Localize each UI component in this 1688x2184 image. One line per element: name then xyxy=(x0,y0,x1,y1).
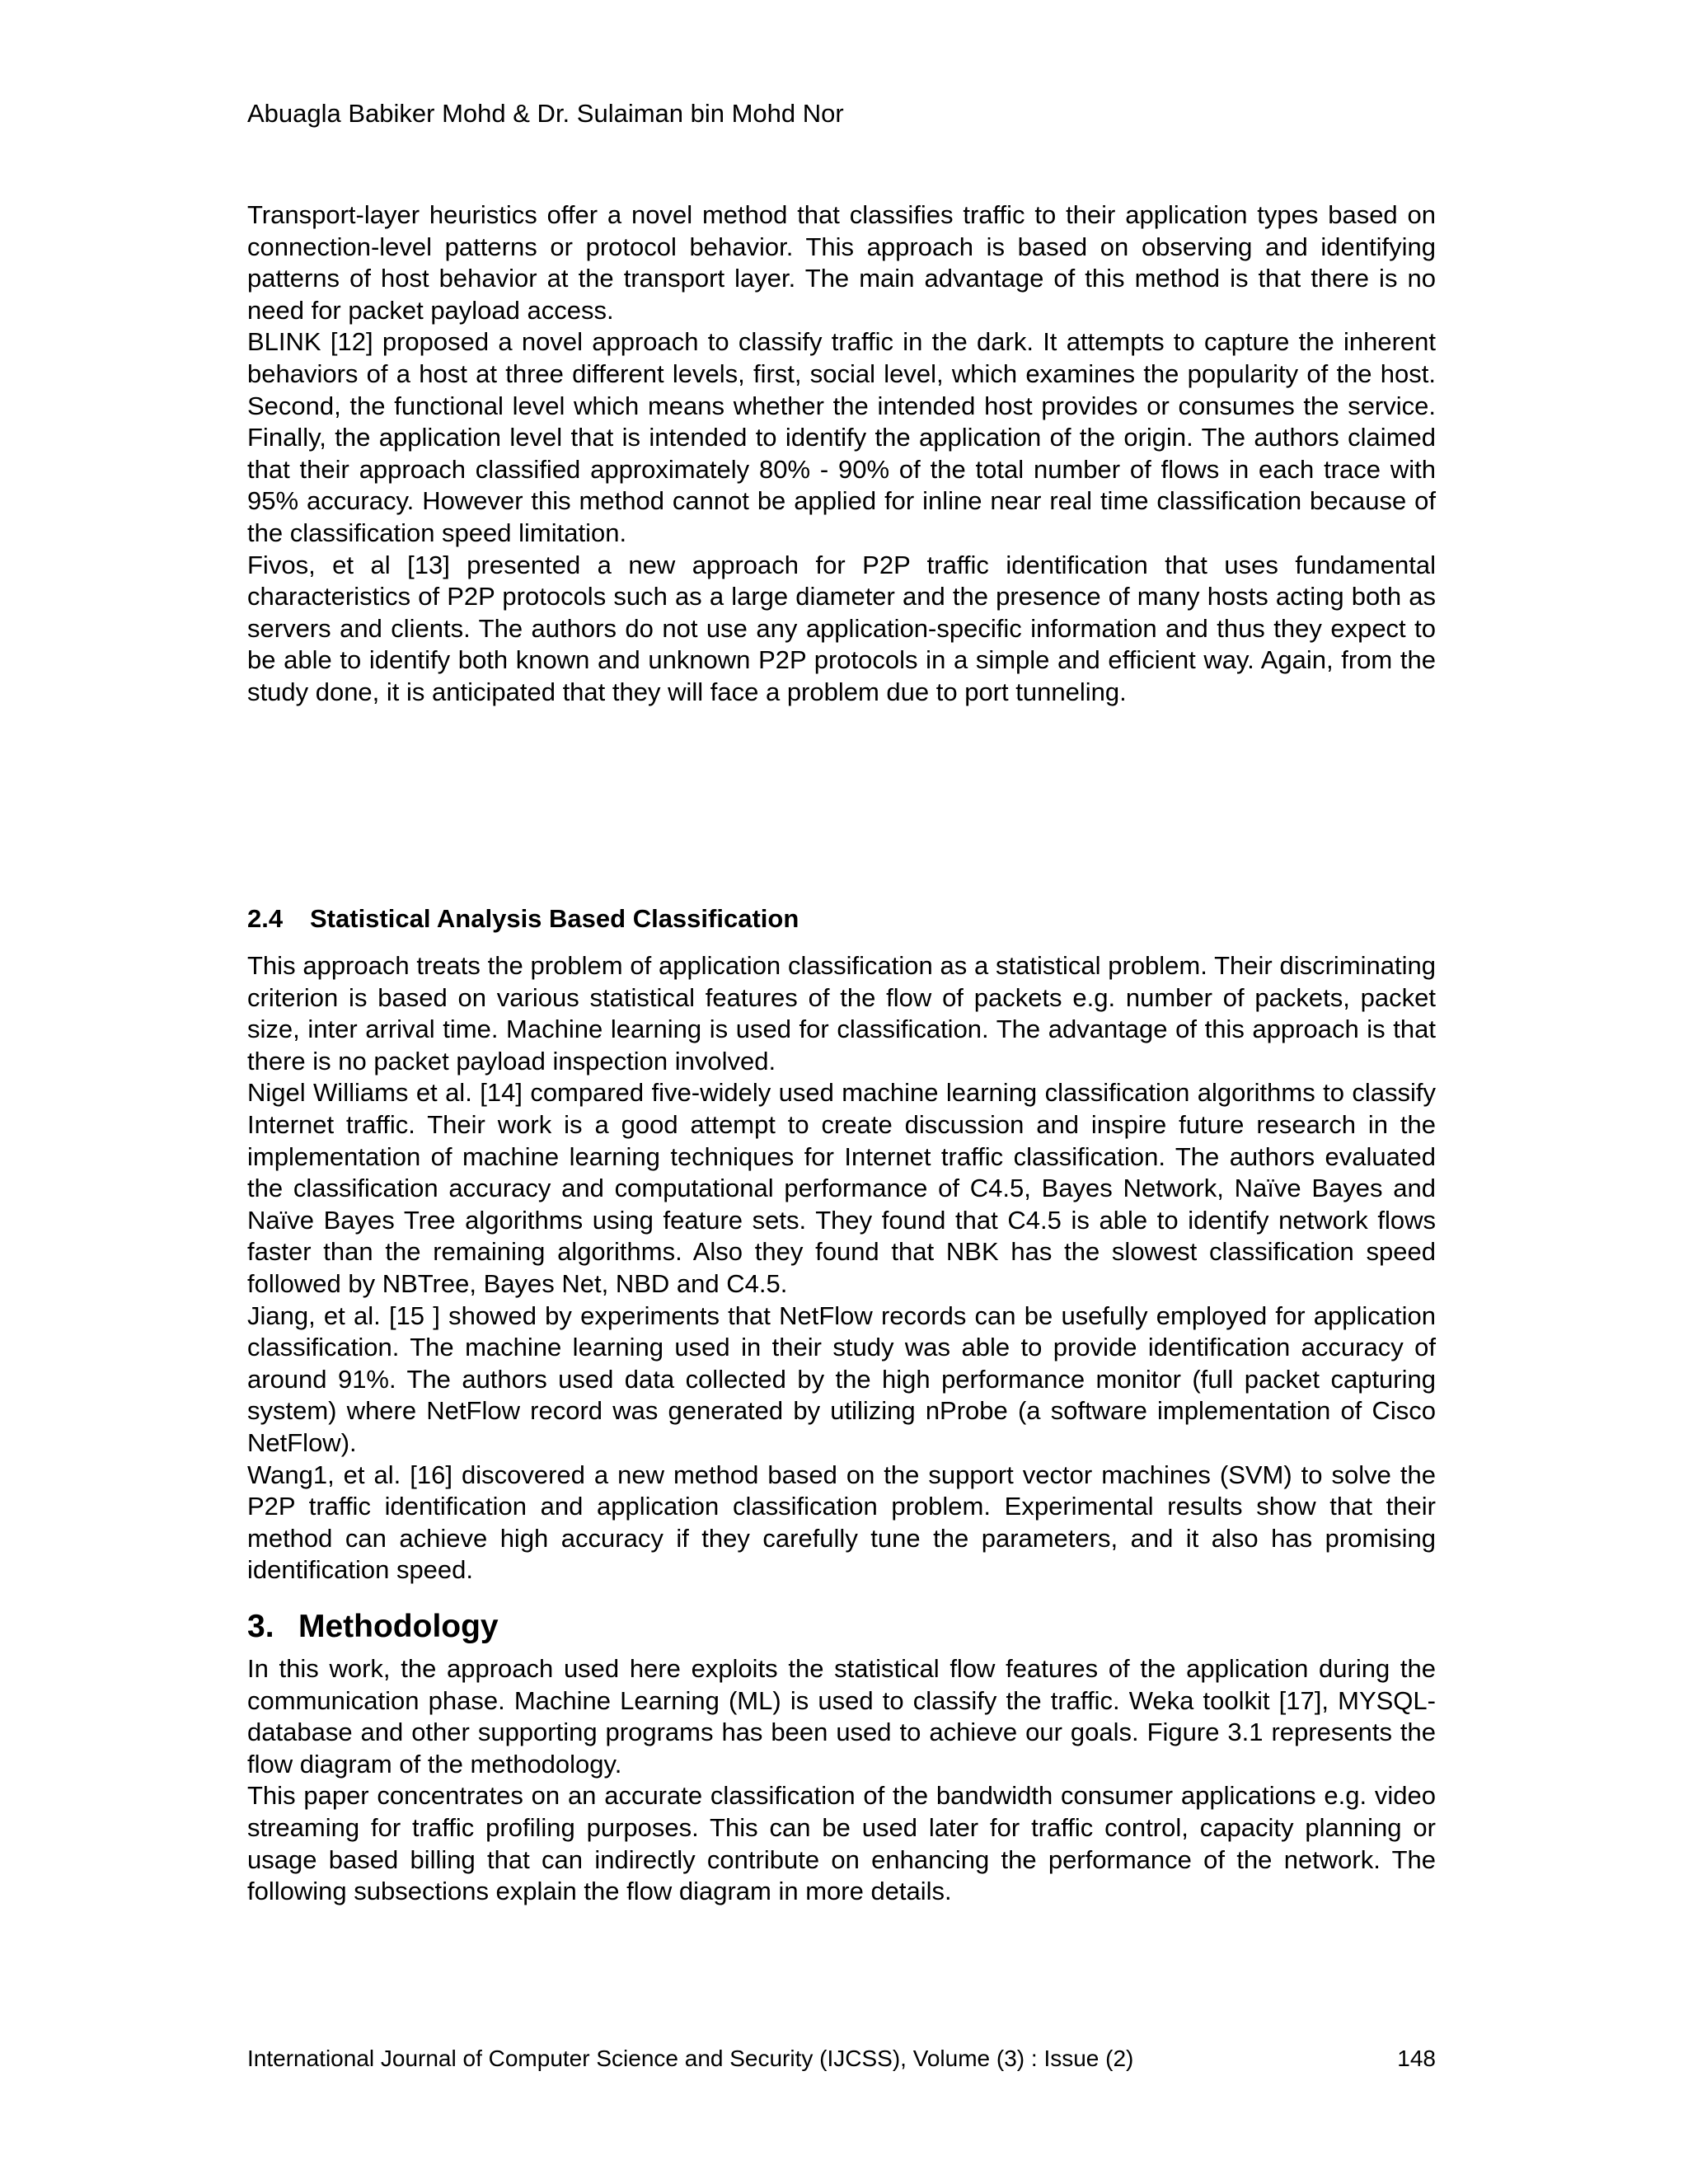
running-footer xyxy=(247,2044,1436,2074)
paragraph-blink: BLINK [12] proposed a novel approach to classify traffic in the dark. It attempts to capture the inherent behaviors of a host at three different levels, first, social level, which examines the popularity of the host. Second, the functional level which means whether the intended host provides or consumes the service. Finally, the application level that is intended to identify the application of the origin. The authors claimed that their approach classified approximately 80% - 90% of the total number of flows in each trace with 95% accuracy. However this method cannot be applied for inline near real time classification because of the classification speed limitation. xyxy=(247,327,1436,547)
section-3 xyxy=(247,1607,1436,1908)
paragraph-statistical-approach: This approach treats the problem of application classification as a statistical problem. Their discriminating criterion is based on various statistical features of the flow of packets e.g. number of packets, packet size, inter arrival time. Machine learning is used for classification. The advantage of this approach is that there is no packet payload inspection involved. xyxy=(247,951,1436,1076)
paragraph-fivos: Fivos, et al [13] presented a new approach for P2P traffic identification that uses fundamental characteristics of P2P protocols such as a large diameter and the presence of many hosts acting both as servers and clients. The authors do not use any application-specific information and thus they expect to be able to identify both known and unknown P2P protocols in a simple and efficient way. Again, from the study done, it is anticipated that they will face a problem due to port tunneling. xyxy=(247,550,1436,706)
section-heading-2-4 xyxy=(247,902,1436,935)
paragraph-wang: Wang1, et al. [16] discovered a new method based on the support vector machines (SVM) to solve the P2P traffic identification and application classification problem. Experimental results show that their method can achieve high accuracy if they carefully tune the parameters, and it also has promising identification speed. xyxy=(247,1460,1436,1585)
paragraph-transport-layer: Transport-layer heuristics offer a novel method that classifies traffic to their application types based on connection-level patterns or protocol behavior. This approach is based on observing and identifying patterns of host behavior at the transport layer. The main advantage of this method is that there is no need for packet payload access. xyxy=(247,200,1436,325)
body-top xyxy=(247,199,1436,709)
paragraph-nigel-williams: Nigel Williams et al. [14] compared five-widely used machine learning classification algorithms to classify Internet traffic. Their work is a good attempt to create discussion and inspire future research in the implementation of machine learning techniques for Internet traffic classification. The authors evaluated the classification accuracy and computational performance of C4.5, Bayes Network, Naïve Bayes and Naïve Bayes Tree algorithms using feature sets. They found that C4.5 is able to identify network flows faster than the remaining algorithms. Also they found that NBK has the slowest classification speed followed by NBTree, Bayes Net, NBD and C4.5. xyxy=(247,1078,1436,1298)
paragraph-methodology-focus: This paper concentrates on an accurate classification of the bandwidth consumer applications e.g. video streaming for traffic profiling purposes. This can be used later for traffic control, capacity planning or usage based billing that can indirectly contribute on enhancing the performance of the network. The following subsections explain the flow diagram in more details. xyxy=(247,1781,1436,1906)
section-number: 3. xyxy=(247,1609,274,1644)
running-header-authors: Abuagla Babiker Mohd & Dr. Sulaiman bin Mohd Nor xyxy=(247,99,844,128)
paragraph-methodology-approach: In this work, the approach used here exploits the statistical flow features of the application during the communication phase. Machine Learning (ML) is used to classify the traffic. Weka toolkit [17], MYSQL-database and other supporting programs has been used to achieve our goals. Figure 3.1 represents the flow diagram of the methodology. xyxy=(247,1654,1436,1779)
section-heading-3 xyxy=(247,1607,1436,1647)
section-title: Statistical Analysis Based Classification xyxy=(310,904,799,933)
section-number: 2.4 xyxy=(247,904,284,933)
section-2-4 xyxy=(247,902,1436,1586)
footer-journal: International Journal of Computer Science and Security (IJCSS), Volume (3) : Issue (2) xyxy=(247,2046,1134,2071)
page-number: 148 xyxy=(1397,2046,1436,2071)
paragraph-jiang: Jiang, et al. [15 ] showed by experiments that NetFlow records can be usefully employed for application classification. The machine learning used in their study was able to provide identification accuracy of around 91%. The authors used data collected by the high performance monitor (full packet capturing system) where NetFlow record was generated by utilizing nProbe (a software implementation of Cisco NetFlow). xyxy=(247,1301,1436,1457)
section-title: Methodology xyxy=(298,1609,499,1644)
